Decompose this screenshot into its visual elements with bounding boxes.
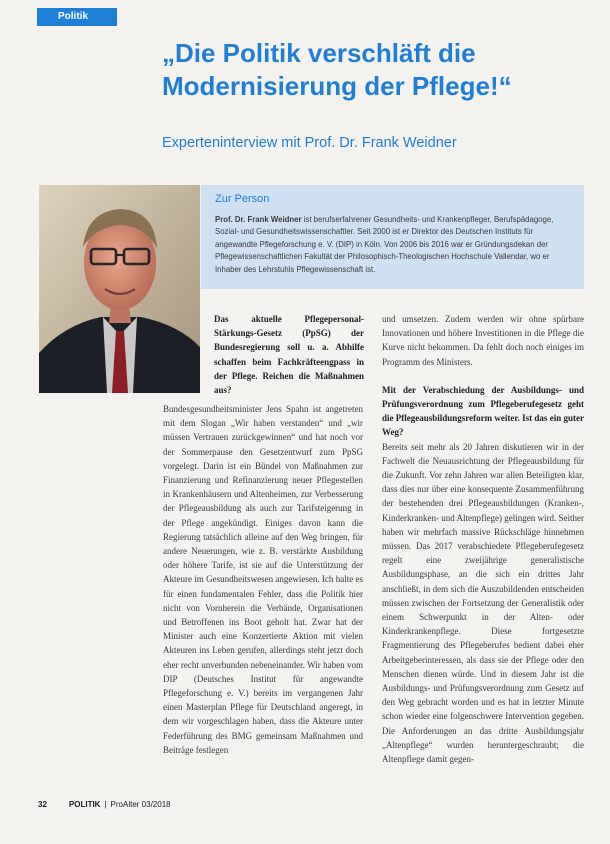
article-title [162, 37, 582, 103]
title-line-1: „Die Politik verschläft die [162, 38, 476, 68]
answer-1-continued: und umsetzen. Zudem werden wir ohne spürbare Innovationen und höhere Investitionen in die Pflege die Kurve nicht bekommen. Da fehlt doch noch einiges im Programm des Ministers. [382, 314, 584, 367]
page-number: 32 [38, 800, 47, 809]
page-footer [38, 800, 171, 809]
footer-separator: | [104, 800, 107, 809]
answer-2: Bereits seit mehr als 20 Jahren diskutieren wir in der Fachwelt die Neuausrichtung der Pflegeausbildung für die Zukunft. Vor zehn Jahren war allen Beteiligten klar, dass dies nur über eine konsequente Zusammenführung der bestehenden drei Pflegeausbildungen (Kranken-, Kinderkranken- und Altenpflege) gelingen wird. Seither haben wir mehrfach massive Rückschläge hinnehmen müssen. Das 2017 verabschiedete Pflegeberufegesetz regelt eine zweijährige generalistische Ausbildungsphase, an die sich ein drittes Jahr anschließt, in dem sich die Auszubildenden entscheiden müssen zwischen der Fortsetzung der Generalistik oder einem Schwerpunkt in der Alten- oder Kinderkrankenpflege. Diese fortgesetzte Fragmentierung des Pflegeberufes bedient dabei eher Arbeitgeberinteressen, als dass sie der Pflege oder den Menschen dienen würde. Und in diesem Jahr ist die Ausbildungs- und Prüfungsverordnung zum Gesetz auf den Weg gebracht worden und es hat in letzter Minute schon wieder eine folgenschwere Intervention gegeben. Die Anforderungen an das dritte Ausbildungsjahr „Altenpflege“ wurden heruntergeschraubt; die Altenpflege damit gegen- [382, 441, 584, 765]
person-info-box [201, 185, 584, 289]
answer-1: Bundesgesundheitsminister Jens Spahn ist angetreten mit dem Slogan „Wir haben verstanden“ und „wir müssen Vertrauen zurückgewinnen“ und hat noch vor der Sommerpause den Gesetzentwurf zum PpSG vorgelegt. Darin ist ein Bündel von Maßnahmen zur Finanzierung und Refinanzierung neuer Pflegestellen in Krankenhäusern und Altenheimen, zur Verbesserung der Pflegeausbildung als auch zur Tarifsteigerung in der Pflege angekündigt. Einiges davon kann die Regierung tatsächlich alleine auf den Weg bringen, für andere Neuerungen, wie z. B. verstärkte Ausbildung oder höhere Tarife, ist sie auf die Unterstützung der Akteure im Gesundheitswesen angewiesen. Ich halte es für einen fundamentalen Fehler, dass die Politik hier nicht von Vornherein die Verbände, Organisationen und Betroffenen ins Boot geholt hat. Zwar hat der Minister auch eine Konzertierte Aktion mit vielen Akteuren ins Leben gerufen, allerdings steht jetzt doch eher recht unverbunden nebeneinander. Wir haben vom DIP (Deutsches Institut für angewandte Pflegeforschung e. V.) bereits im vergangenen Jahr einen Masterplan Pflege für Deutschland angeregt, in dem wir vorgeschlagen haben, dass die Akteure unter Federführung des BMG gemeinsam Maßnahmen und Beiträge festlegen [163, 404, 363, 755]
portrait-photo [39, 185, 200, 393]
person-name: Prof. Dr. Frank Weidner [215, 215, 302, 224]
title-line-2: Modernisierung der Pflege!“ [162, 71, 512, 101]
question-1: Das aktuelle Pflegepersonal-Stärkungs-Gesetz (PpSG) der Bundesregierung soll u. a. Abhilfe schaffen beim Fachkräfteengpass in der Pflege. Reichen die Maßnahmen aus? [214, 314, 364, 396]
person-bio-text: ist berufserfahrener Gesundheits- und Krankenpfleger, Berufspädagoge, Sozial- und Gesundheitswissenschaftler. Seit 2000 ist er Direktor des Deutschen Instituts für angewandte Pflegeforschung e. V. (DIP) in Köln. Von 2006 bis 2016 war er Gründungsdekan der Pflegewissenschaftlichen Fakultät der Philosophisch-Theologischen Hochschule Vallendar, wo er Inhaber des Lehrstuhls Pflegewissenschaft ist. [215, 215, 554, 274]
person-bio [215, 214, 572, 276]
section-tag: Politik [37, 8, 117, 26]
article-column-right [382, 312, 584, 766]
question-2: Mit der Verabschiedung der Ausbildungs- und Prüfungsverordnung zum Pflegeberufegesetz geht die Pflegeausbildungsreform weiter. Ist das ein guter Weg? [382, 384, 584, 438]
person-heading: Zur Person [215, 193, 270, 205]
footer-section: POLITIK [68, 800, 101, 809]
article-column-left [163, 402, 363, 757]
footer-issue: ProAlter 03/2018 [110, 800, 171, 809]
question-1-block [214, 312, 364, 397]
article-subtitle: Experteninterview mit Prof. Dr. Frank Weidner [162, 135, 457, 151]
